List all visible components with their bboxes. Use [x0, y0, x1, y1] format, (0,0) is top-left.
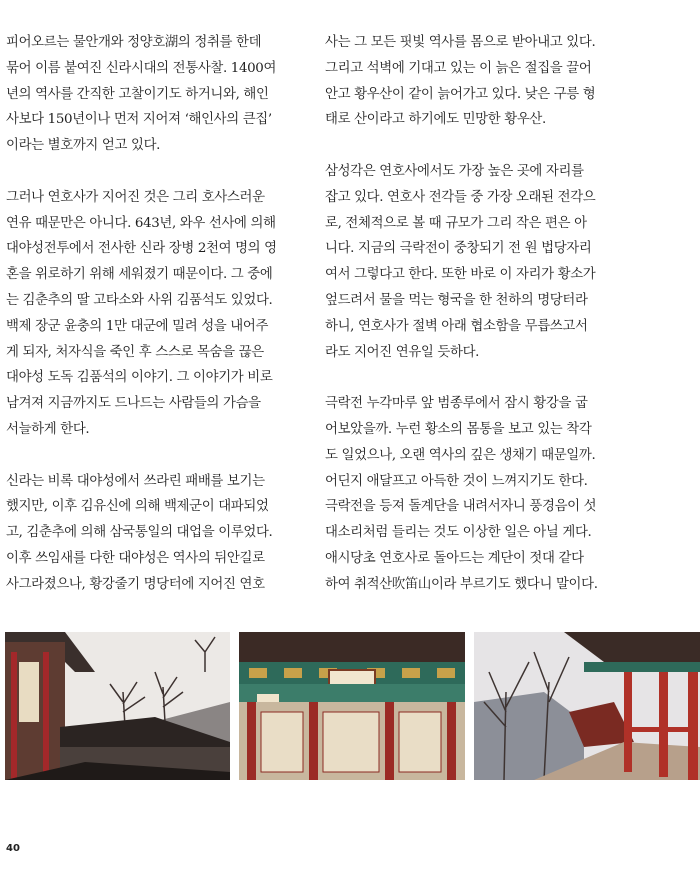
text-line: 어보았을까. 누런 황소의 몸통을 보고 있는 착각 [325, 421, 592, 437]
text-line: 는 김춘추의 딸 고타소와 사위 김품석도 있었다. [6, 292, 273, 308]
text-line: 하니, 연호사가 절벽 아래 협소함을 무릅쓰고서 [325, 318, 588, 334]
paragraph [6, 469, 296, 598]
temple-hall-photo [239, 632, 465, 780]
paragraph [325, 391, 615, 597]
text-line: 혼을 위로하기 위해 세워졌기 때문이다. 그 중에 [6, 267, 273, 283]
text-line: 이라는 별호까지 얻고 있다. [6, 138, 161, 154]
text-line: 서늘하게 한다. [6, 421, 90, 437]
text-line: 극락전 누각마루 앞 범종루에서 잠시 황강을 굽 [325, 396, 588, 412]
paragraph [6, 30, 296, 159]
right-text-column [325, 30, 615, 623]
temple-eaves-photo [5, 632, 230, 780]
text-line: 그러나 연호사가 지어진 것은 그리 호사스러운 [6, 189, 265, 205]
text-line: 대야성 도독 김품석의 이야기. 그 이야기가 비로 [6, 370, 273, 386]
text-line: 했지만, 이후 김유신에 의해 백제군이 대파되었 [6, 499, 269, 515]
left-text-column [6, 30, 296, 623]
text-line: 도 일었으나, 오랜 역사의 깊은 생채기 때문일까. [325, 447, 596, 463]
text-line: 이후 쓰임새를 다한 대야성은 역사의 뒤안길로 [6, 550, 265, 566]
text-line: 어딘지 애달프고 아득한 것이 느껴지기도 한다. [325, 473, 588, 489]
text-line: 여서 그렇다고 한다. 또한 바로 이 자리가 황소가 [325, 267, 596, 283]
text-line: 년의 역사를 간직한 고찰이기도 하거니와, 해인 [6, 86, 269, 102]
text-line: 애시당초 연호사로 돌아드는 계단이 젓대 같다 [325, 550, 584, 566]
text-line: 로, 전체적으로 볼 때 규모가 그리 작은 편은 아 [325, 215, 587, 231]
text-line: 대야성전투에서 전사한 신라 장병 2천여 명의 영 [6, 241, 277, 257]
temple-corridor-photo [474, 632, 700, 780]
text-line: 백제 장군 윤충의 1만 대군에 밀려 성을 내어주 [6, 318, 269, 334]
text-line: 라도 지어진 연유일 듯하다. [325, 344, 480, 360]
text-line: 안고 황우산이 같이 늙어가고 있다. 낮은 구릉 형 [325, 86, 596, 102]
text-line: 잡고 있다. 연호사 전각들 중 가장 오래된 전각으 [325, 189, 596, 205]
text-line: 그리고 석벽에 기대고 있는 이 늙은 절집을 끌어 [325, 60, 592, 76]
page-number: 40 [6, 843, 20, 854]
photo-strip [5, 632, 700, 780]
text-line: 태로 산이라고 하기에도 민망한 황우산. [325, 112, 546, 128]
text-line: 엎드려서 물을 먹는 형국을 한 천하의 명당터라 [325, 292, 588, 308]
text-line: 사그라졌으나, 황강줄기 명당터에 지어진 연호 [6, 576, 265, 592]
text-line: 신라는 비록 대야성에서 쓰라린 패배를 보기는 [6, 473, 265, 489]
text-line: 니다. 지금의 극락전이 중창되기 전 원 법당자리 [325, 241, 592, 257]
text-line: 피어오르는 물안개와 정양호湖의 정취를 한데 [6, 35, 262, 50]
text-line: 하여 취적산吹笛山이라 부르기도 했다니 말이다. [325, 576, 598, 592]
text-line: 삼성각은 연호사에서도 가장 높은 곳에 자리를 [325, 163, 584, 179]
text-line: 남겨져 지금까지도 드나드는 사람들의 가슴을 [6, 396, 261, 412]
text-line: 연유 때문만은 아니다. 643년, 와우 선사에 의해 [6, 215, 276, 231]
text-line: 사는 그 모든 핏빛 역사를 몸으로 받아내고 있다. [325, 35, 596, 50]
text-line: 묶어 이름 붙여진 신라시대의 전통사찰. 1400여 [6, 60, 277, 76]
text-line: 사보다 150년이나 먼저 지어져 ‘해인사의 큰집’ [6, 112, 272, 128]
paragraph [325, 159, 615, 365]
text-line: 대소리처럼 들리는 것도 이상한 일은 아닐 게다. [325, 525, 592, 541]
paragraph [325, 30, 615, 133]
text-line: 게 되자, 처자식을 죽인 후 스스로 목숨을 끊은 [6, 344, 264, 360]
text-line: 극락전을 등져 돌계단을 내려서자니 풍경음이 섯 [325, 499, 597, 515]
text-line: 고, 김춘추에 의해 삼국통일의 대업을 이루었다. [6, 525, 273, 541]
paragraph [6, 185, 296, 443]
